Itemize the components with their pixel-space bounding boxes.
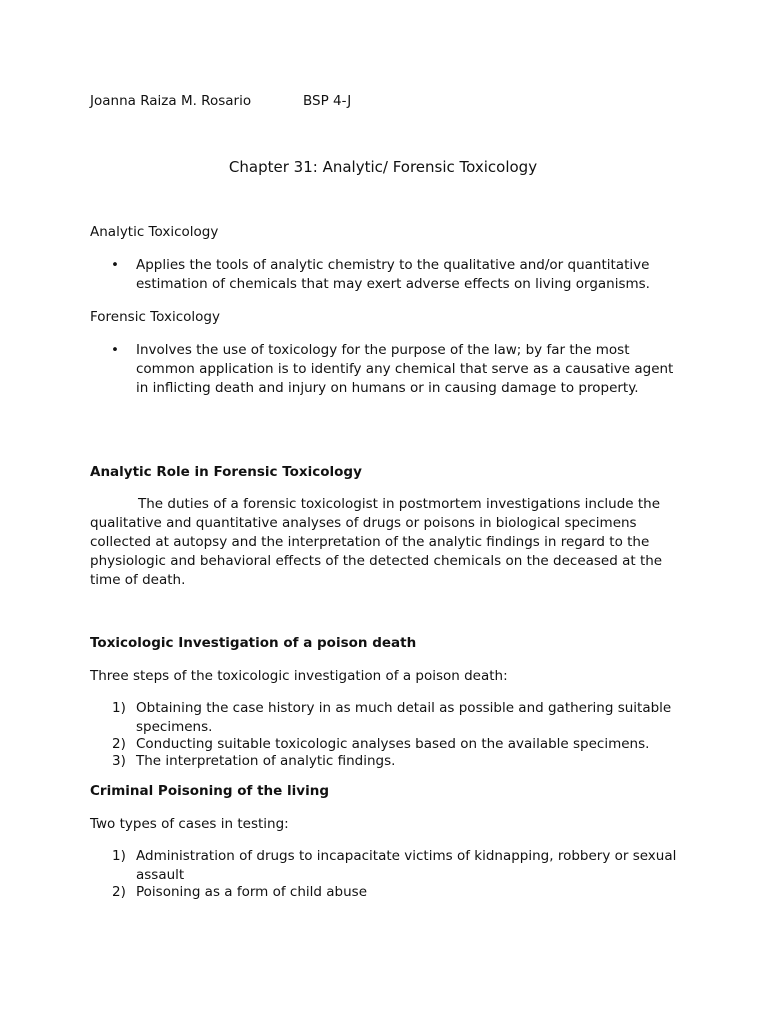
paragraph: Two types of cases in testing: [90,816,289,832]
chapter-title: Chapter 31: Analytic/ Forensic Toxicology [228,158,538,176]
bullet-icon: • [111,342,119,358]
list-item [90,699,680,737]
bullet-text: Involves the use of toxicology for the purpose of the law; by far the most common application is to identify any chemical that serve as a causative agent in inflicting death and injury on humans or in causing damage to property. [136,342,674,396]
toxicologic-investigation-section [90,634,680,653]
list-item [90,341,680,398]
document-page [90,0,690,1024]
paragraph: Three steps of the toxicologic investigation of a poison death: [90,668,508,684]
list-item [90,256,680,294]
list-text: Poisoning as a form of child abuse [136,884,367,900]
analytic-toxicology-label: Analytic Toxicology [90,224,219,240]
bullet-text: Applies the tools of analytic chemistry to the qualitative and/or quantitative estimation of chemicals that may exert adverse effects on living organisms. [136,257,650,292]
list-text: The interpretation of analytic findings. [136,753,396,769]
list-number: 1) [112,700,126,716]
criminal-poisoning-cases [90,847,680,902]
list-number: 3) [112,753,126,769]
toxicologic-investigation-intro [90,667,680,686]
section-heading: Criminal Poisoning of the living [90,783,329,799]
list-number: 1) [112,848,126,864]
list-number: 2) [112,736,126,752]
list-text: Conducting suitable toxicologic analyses based on the available specimens. [136,736,650,752]
analytic-role-body [90,495,682,590]
class-section: BSP 4-J [303,93,352,109]
list-text: Administration of drugs to incapacitate victims of kidnapping, robbery or sexual assault [136,848,677,883]
author-name: Joanna Raiza M. Rosario [90,93,252,109]
criminal-poisoning-section [90,782,680,801]
toxicologic-investigation-steps [90,699,680,771]
section-heading: Toxicologic Investigation of a poison death [90,635,417,651]
forensic-toxicology-bullets [90,341,680,398]
criminal-poisoning-intro [90,815,680,834]
forensic-toxicology-section [90,308,680,327]
list-text: Obtaining the case history in as much detail as possible and gathering suitable specimens. [136,700,672,735]
list-item [90,752,680,771]
analytic-toxicology-bullets [90,256,680,294]
analytic-toxicology-section [90,223,680,242]
list-number: 2) [112,884,126,900]
list-item [90,883,680,902]
section-heading: Analytic Role in Forensic Toxicology [90,464,362,480]
paragraph: The duties of a forensic toxicologist in postmortem investigations include the qualitative and quantitative analyses of drugs or poisons in biological specimens collected at autopsy and the interpretation of the analytic findings in regard to the physiologic and behavioral effects of the detected chemicals on the deceased at the time of death. [90,496,663,588]
list-item [90,847,680,885]
forensic-toxicology-label: Forensic Toxicology [90,309,220,325]
document-header [90,92,352,111]
bullet-icon: • [111,257,119,273]
analytic-role-section [90,463,680,482]
